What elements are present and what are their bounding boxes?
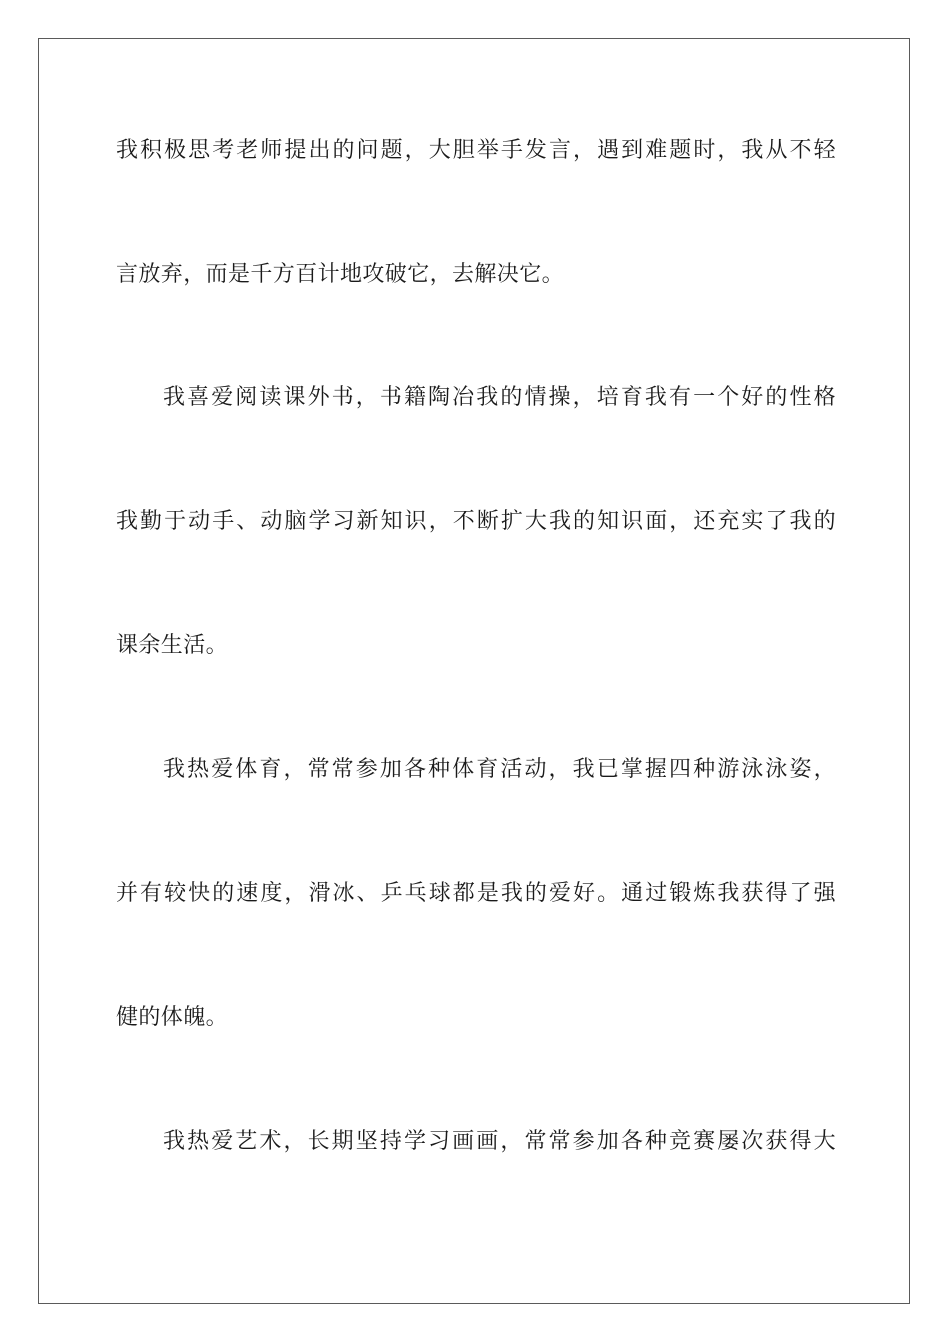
- page-frame: [38, 38, 910, 1304]
- text-line-3: 我喜爱阅读课外书，书籍陶冶我的情操，培育我有一个好的性格: [163, 385, 836, 410]
- text-line-1: 我积极思考老师提出的问题，大胆举手发言，遇到难题时，我从不轻: [116, 138, 836, 163]
- text-line-6: 我热爱体育，常常参加各种体育活动，我已掌握四种游泳泳姿，: [163, 757, 836, 782]
- text-line-8: 健的体魄。: [116, 1005, 229, 1030]
- text-line-7: 并有较快的速度，滑冰、乒乓球都是我的爱好。通过锻炼我获得了强: [116, 881, 836, 906]
- text-line-2: 言放弃，而是千方百计地攻破它，去解决它。: [116, 262, 565, 287]
- text-line-4: 我勤于动手、动脑学习新知识，不断扩大我的知识面，还充实了我的: [116, 509, 836, 534]
- text-line-5: 课余生活。: [116, 633, 229, 658]
- text-line-9: 我热爱艺术，长期坚持学习画画，常常参加各种竞赛屡次获得大: [163, 1129, 836, 1154]
